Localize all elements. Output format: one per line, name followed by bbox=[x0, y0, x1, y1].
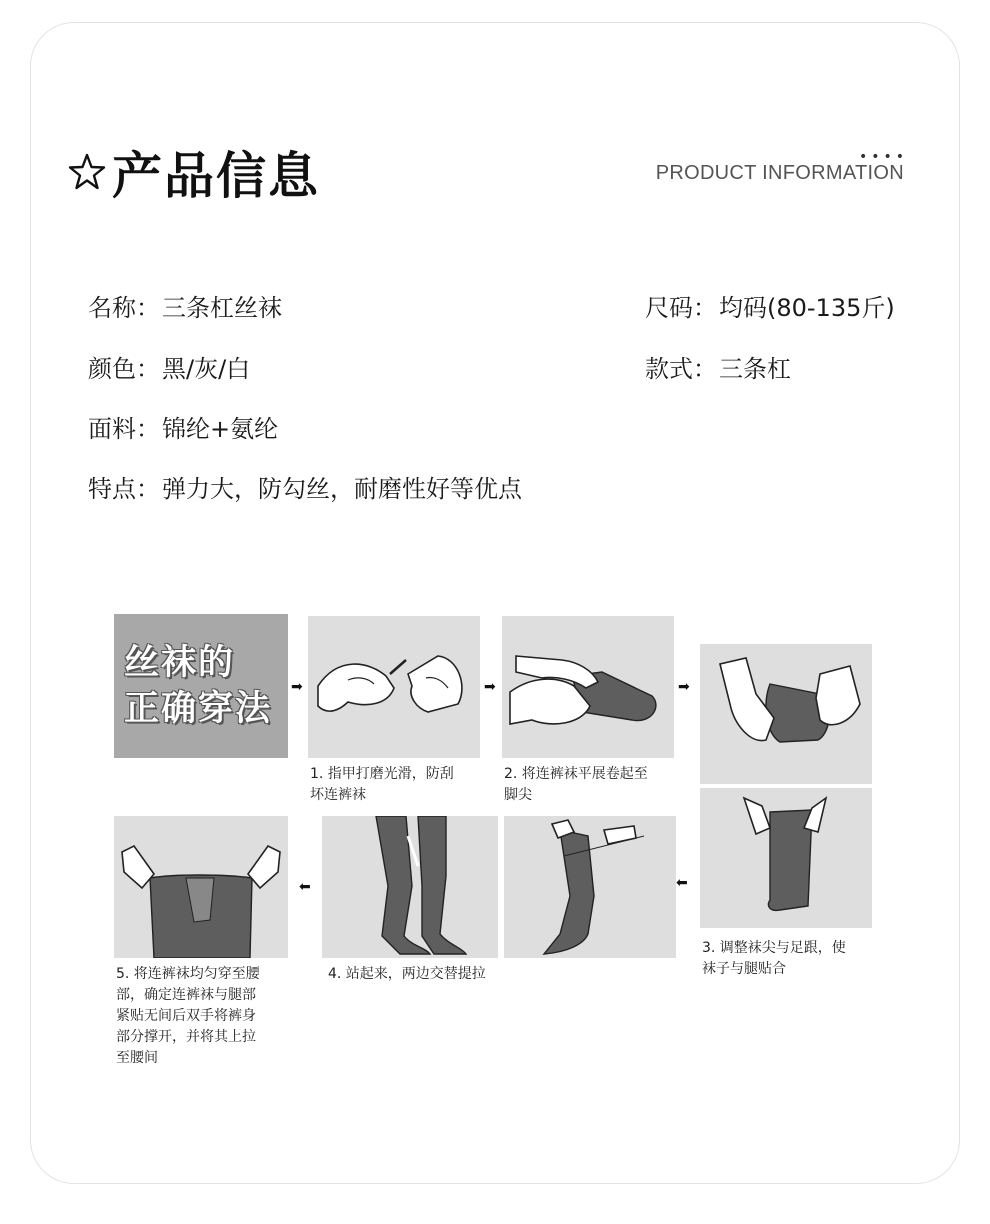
step5-caption bbox=[116, 964, 260, 1069]
info-color-value: 黑/灰/白 bbox=[162, 355, 251, 383]
page-subtitle: PRODUCT INFORMATION bbox=[655, 162, 904, 184]
guide-title-line2: 正确穿法 bbox=[124, 689, 273, 729]
info-feature bbox=[88, 469, 522, 504]
info-name-value: 三条杠丝袜 bbox=[162, 294, 282, 322]
step4-caption bbox=[328, 964, 486, 985]
star-icon bbox=[66, 151, 108, 193]
hands-nail-icon bbox=[308, 616, 480, 758]
step1-line2: 坏连裤袜 bbox=[310, 787, 366, 803]
pulling-leg-icon bbox=[504, 816, 676, 958]
page-title: 产品信息 bbox=[112, 147, 320, 205]
step2-line2: 脚尖 bbox=[504, 787, 532, 803]
step4-left-illustration bbox=[322, 816, 498, 958]
standing-legs-icon bbox=[322, 816, 498, 958]
step5-line5: 至腰间 bbox=[116, 1050, 158, 1066]
info-name-label: 名称： bbox=[88, 294, 160, 322]
decorative-dots: •••• bbox=[858, 149, 908, 165]
step3-caption bbox=[702, 938, 846, 980]
arrow-left-icon: ⬅ bbox=[676, 875, 688, 891]
step3-line1: 3. 调整袜尖与足跟，使 bbox=[702, 940, 846, 956]
info-color-label: 颜色： bbox=[88, 355, 160, 383]
wearing-guide bbox=[110, 610, 880, 1070]
info-style-value: 三条杠 bbox=[719, 355, 791, 383]
step2-caption bbox=[504, 764, 648, 806]
info-name bbox=[88, 288, 282, 323]
info-feature-label: 特点： bbox=[88, 475, 160, 503]
step4-line1: 4. 站起来，两边交替提拉 bbox=[328, 966, 486, 982]
info-fabric bbox=[88, 409, 278, 444]
info-fabric-value: 锦纶+氨纶 bbox=[162, 415, 279, 443]
step3-top-illustration bbox=[700, 644, 872, 784]
step1-caption bbox=[310, 764, 454, 806]
guide-title bbox=[114, 614, 288, 758]
step5-line3: 紧贴无间后双手将裤身 bbox=[116, 1008, 256, 1024]
guide-title-line1: 丝袜的 bbox=[124, 643, 236, 683]
waist-pull-icon bbox=[114, 816, 288, 958]
subtitle-block bbox=[655, 149, 908, 185]
rolled-stocking-icon bbox=[502, 616, 674, 758]
info-style bbox=[645, 349, 791, 384]
info-size bbox=[645, 288, 895, 323]
step1-illustration bbox=[308, 616, 480, 758]
step2-illustration bbox=[502, 616, 674, 758]
info-color bbox=[88, 349, 250, 384]
step4-right-illustration bbox=[504, 816, 676, 958]
step3-bottom-illustration bbox=[700, 788, 872, 928]
step5-illustration bbox=[114, 816, 288, 958]
arrow-left-icon: ⬅ bbox=[299, 879, 311, 895]
info-size-label: 尺码： bbox=[645, 294, 717, 322]
step5-line4: 部分撑开，并将其上拉 bbox=[116, 1029, 256, 1045]
step3-line2: 袜子与腿贴合 bbox=[702, 961, 786, 977]
info-style-label: 款式： bbox=[645, 355, 717, 383]
step5-line2: 部，确定连裤袜与腿部 bbox=[116, 987, 256, 1003]
step2-line1: 2. 将连裤袜平展卷起至 bbox=[504, 766, 648, 782]
step5-line1: 5. 将连裤袜均匀穿至腰 bbox=[116, 966, 260, 982]
info-fabric-label: 面料： bbox=[88, 415, 160, 443]
title-block bbox=[66, 136, 320, 208]
arrow-right-icon: ➡ bbox=[484, 679, 496, 695]
arrow-right-icon: ➡ bbox=[678, 679, 690, 695]
info-size-value: 均码(80-135斤) bbox=[719, 294, 895, 322]
step1-line1: 1. 指甲打磨光滑，防刮 bbox=[310, 766, 454, 782]
adjust-toe-icon bbox=[700, 644, 872, 784]
info-feature-value: 弹力大，防勾丝，耐磨性好等优点 bbox=[162, 475, 522, 503]
arrow-right-icon: ➡ bbox=[291, 679, 303, 695]
pull-stocking-icon bbox=[700, 788, 872, 928]
